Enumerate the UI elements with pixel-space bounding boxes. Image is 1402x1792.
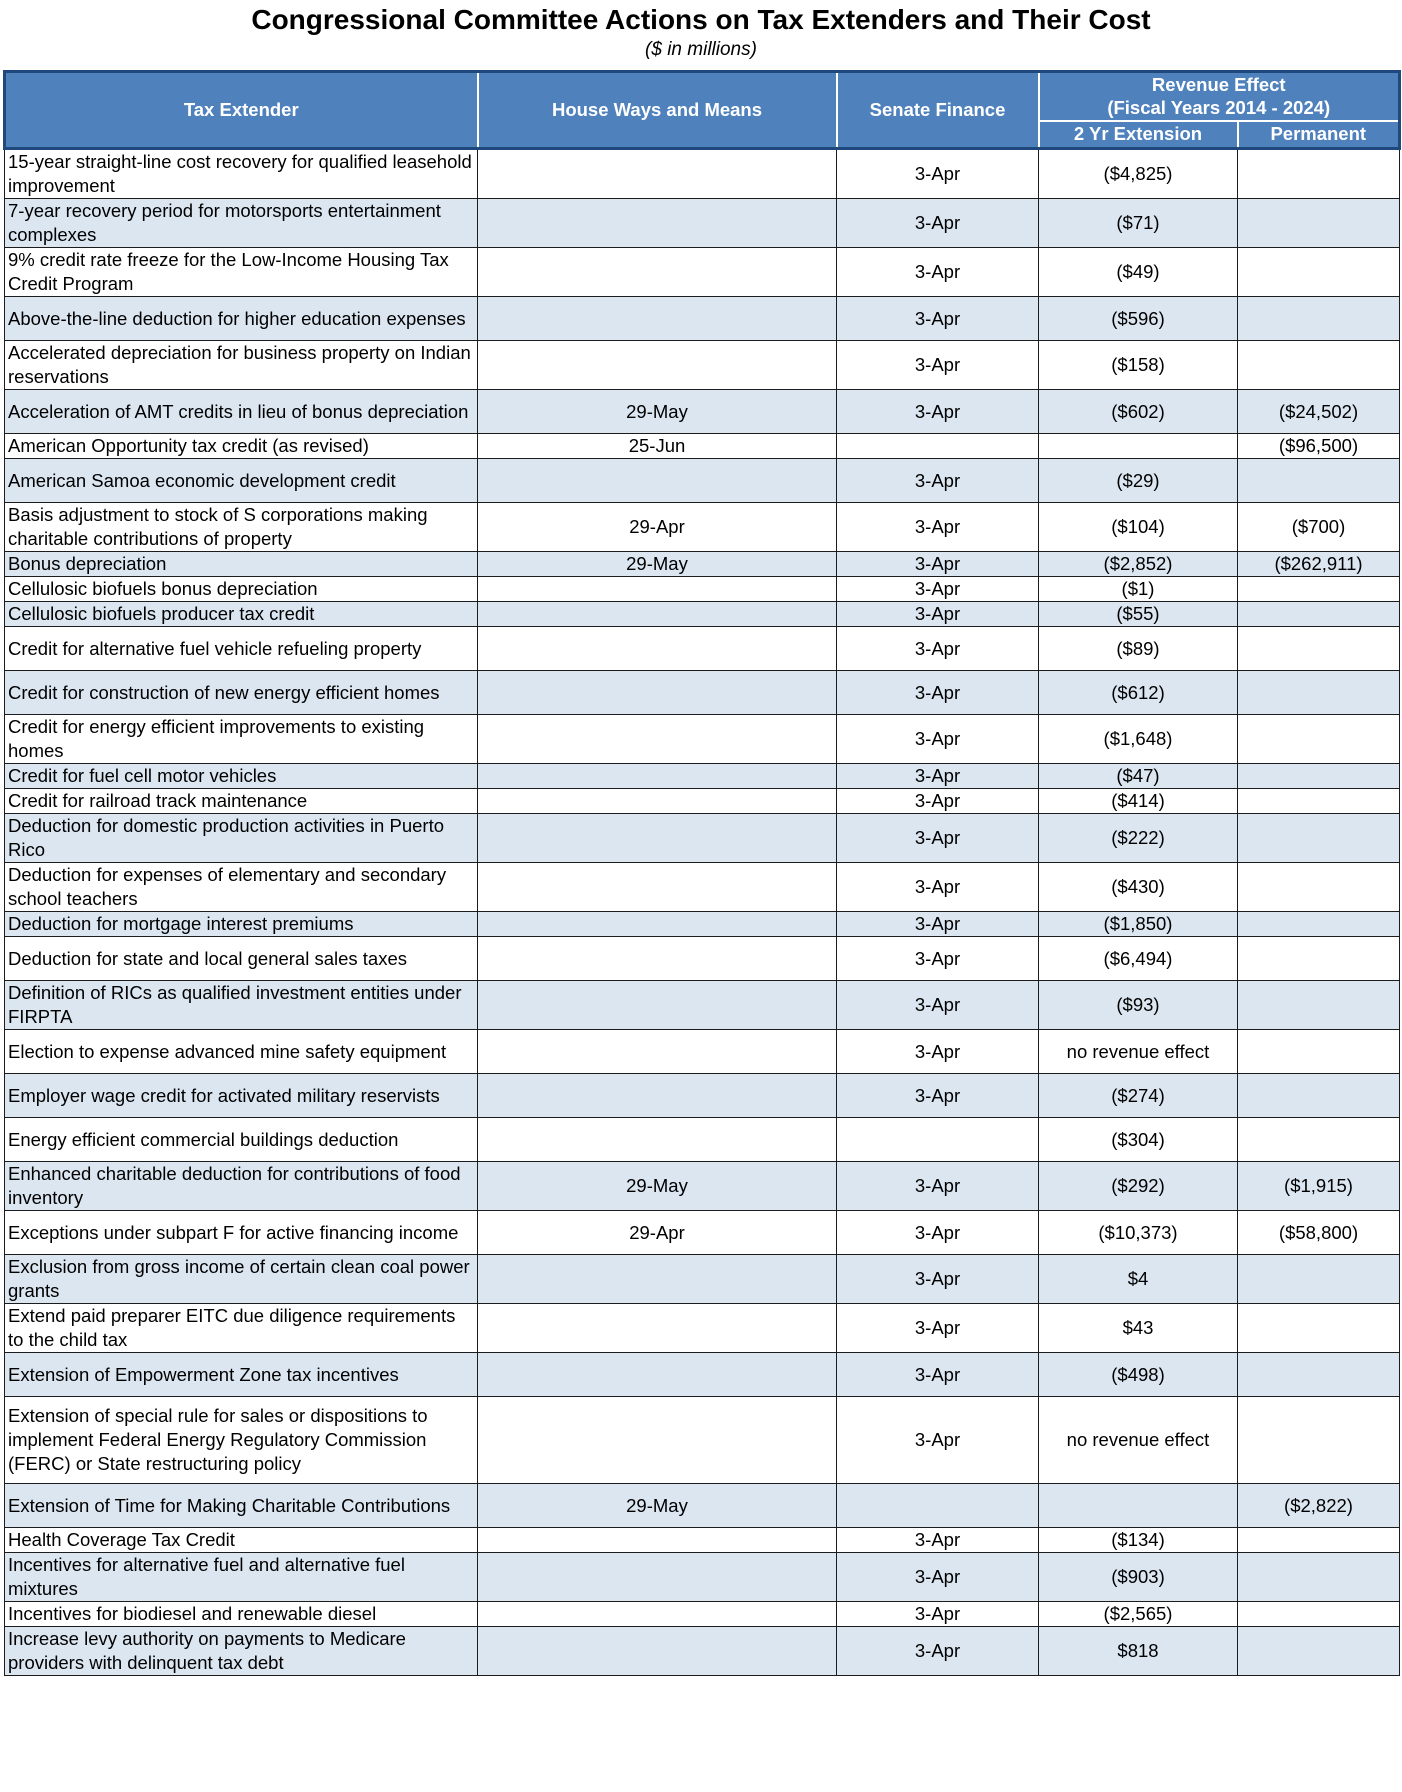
tax-extender-cell: Cellulosic biofuels producer tax credit (5, 602, 478, 627)
senate-action-cell: 3-Apr (837, 552, 1039, 577)
table-row (5, 602, 1400, 627)
tax-extender-cell: Increase levy authority on payments to Medicare providers with delinquent tax debt (5, 1627, 478, 1676)
two-year-extension-cell: ($104) (1039, 503, 1238, 552)
senate-action-cell: 3-Apr (837, 627, 1039, 671)
senate-action-cell: 3-Apr (837, 459, 1039, 503)
table-row (5, 1602, 1400, 1627)
house-action-cell (478, 789, 837, 814)
senate-action-cell: 3-Apr (837, 912, 1039, 937)
tax-extender-cell: American Samoa economic development credit (5, 459, 478, 503)
tax-extender-cell: 7-year recovery period for motorsports entertainment complexes (5, 199, 478, 248)
header-two-year-extension: 2 Yr Extension (1039, 121, 1238, 149)
table-row (5, 1627, 1400, 1676)
two-year-extension-cell: ($498) (1039, 1353, 1238, 1397)
senate-action-cell: 3-Apr (837, 1162, 1039, 1211)
table-row (5, 1304, 1400, 1353)
senate-action-cell: 3-Apr (837, 715, 1039, 764)
permanent-cell (1238, 1627, 1400, 1676)
permanent-cell (1238, 912, 1400, 937)
senate-action-cell: 3-Apr (837, 1304, 1039, 1353)
permanent-cell (1238, 577, 1400, 602)
two-year-extension-cell: ($71) (1039, 199, 1238, 248)
tax-extender-cell: Incentives for biodiesel and renewable diesel (5, 1602, 478, 1627)
permanent-cell (1238, 1255, 1400, 1304)
permanent-cell (1238, 814, 1400, 863)
table-row (5, 1118, 1400, 1162)
tax-extender-cell: Extend paid preparer EITC due diligence requirements to the child tax (5, 1304, 478, 1353)
permanent-cell (1238, 199, 1400, 248)
two-year-extension-cell: ($1) (1039, 577, 1238, 602)
tax-extender-cell: Exceptions under subpart F for active financing income (5, 1211, 478, 1255)
house-action-cell (478, 912, 837, 937)
senate-action-cell: 3-Apr (837, 1553, 1039, 1602)
tax-extender-cell: Acceleration of AMT credits in lieu of bonus depreciation (5, 390, 478, 434)
table-row (5, 503, 1400, 552)
senate-action-cell (837, 434, 1039, 459)
two-year-extension-cell: ($47) (1039, 764, 1238, 789)
senate-action-cell (837, 1484, 1039, 1528)
house-action-cell (478, 715, 837, 764)
two-year-extension-cell: ($134) (1039, 1528, 1238, 1553)
tax-extender-cell: Deduction for state and local general sales taxes (5, 937, 478, 981)
page-subtitle: ($ in millions) (645, 39, 757, 60)
table-body (5, 149, 1400, 1676)
senate-action-cell: 3-Apr (837, 764, 1039, 789)
tax-extender-cell: Credit for fuel cell motor vehicles (5, 764, 478, 789)
tax-extender-cell: Enhanced charitable deduction for contributions of food inventory (5, 1162, 478, 1211)
permanent-cell (1238, 341, 1400, 390)
permanent-cell (1238, 981, 1400, 1030)
senate-action-cell: 3-Apr (837, 297, 1039, 341)
house-action-cell (478, 1255, 837, 1304)
permanent-cell (1238, 1304, 1400, 1353)
permanent-cell (1238, 1397, 1400, 1484)
table-row (5, 149, 1400, 199)
two-year-extension-cell: $818 (1039, 1627, 1238, 1676)
two-year-extension-cell: ($274) (1039, 1074, 1238, 1118)
permanent-cell: ($700) (1238, 503, 1400, 552)
senate-action-cell: 3-Apr (837, 577, 1039, 602)
table-row (5, 627, 1400, 671)
two-year-extension-cell: ($2,852) (1039, 552, 1238, 577)
permanent-cell (1238, 863, 1400, 912)
two-year-extension-cell: ($55) (1039, 602, 1238, 627)
house-action-cell (478, 937, 837, 981)
senate-action-cell: 3-Apr (837, 981, 1039, 1030)
house-action-cell (478, 1528, 837, 1553)
permanent-cell (1238, 764, 1400, 789)
senate-action-cell: 3-Apr (837, 671, 1039, 715)
permanent-cell (1238, 1118, 1400, 1162)
tax-extender-cell: Bonus depreciation (5, 552, 478, 577)
senate-action-cell: 3-Apr (837, 149, 1039, 199)
header-tax-extender: Tax Extender (5, 72, 478, 149)
two-year-extension-cell: ($612) (1039, 671, 1238, 715)
two-year-extension-cell (1039, 434, 1238, 459)
tax-extender-cell: Exclusion from gross income of certain clean coal power grants (5, 1255, 478, 1304)
table-row (5, 1030, 1400, 1074)
house-action-cell (478, 981, 837, 1030)
tax-extender-cell: American Opportunity tax credit (as revised) (5, 434, 478, 459)
table-row (5, 552, 1400, 577)
house-action-cell: 29-Apr (478, 503, 837, 552)
house-action-cell: 29-May (478, 1162, 837, 1211)
house-action-cell (478, 149, 837, 199)
tax-extender-cell: Energy efficient commercial buildings deduction (5, 1118, 478, 1162)
two-year-extension-cell (1039, 1484, 1238, 1528)
permanent-cell (1238, 715, 1400, 764)
header-senate-finance: Senate Finance (837, 72, 1039, 149)
two-year-extension-cell: no revenue effect (1039, 1030, 1238, 1074)
table-row (5, 1397, 1400, 1484)
page-title: Congressional Committee Actions on Tax Extenders and Their Cost (251, 4, 1151, 35)
header-house-ways-and-means: House Ways and Means (478, 72, 837, 149)
tax-extender-cell: Definition of RICs as qualified investment entities under FIRPTA (5, 981, 478, 1030)
tax-extender-cell: Extension of special rule for sales or dispositions to implement Federal Energy Regulatory Commission (FERC) or State restructuring policy (5, 1397, 478, 1484)
permanent-cell (1238, 149, 1400, 199)
table-row (5, 912, 1400, 937)
two-year-extension-cell: no revenue effect (1039, 1397, 1238, 1484)
table-row (5, 937, 1400, 981)
two-year-extension-cell: ($93) (1039, 981, 1238, 1030)
two-year-extension-cell: ($29) (1039, 459, 1238, 503)
house-action-cell: 29-May (478, 1484, 837, 1528)
senate-action-cell: 3-Apr (837, 1255, 1039, 1304)
table-row (5, 459, 1400, 503)
permanent-cell (1238, 1553, 1400, 1602)
permanent-cell: ($24,502) (1238, 390, 1400, 434)
two-year-extension-cell: ($430) (1039, 863, 1238, 912)
two-year-extension-cell: ($304) (1039, 1118, 1238, 1162)
header-revenue-line1: Revenue Effect (1151, 74, 1286, 96)
senate-action-cell: 3-Apr (837, 1030, 1039, 1074)
table-row (5, 715, 1400, 764)
tax-extender-cell: Deduction for expenses of elementary and secondary school teachers (5, 863, 478, 912)
table-row (5, 1255, 1400, 1304)
two-year-extension-cell: ($1,648) (1039, 715, 1238, 764)
house-action-cell (478, 1397, 837, 1484)
tax-extender-cell: Credit for alternative fuel vehicle refueling property (5, 627, 478, 671)
table-row (5, 577, 1400, 602)
tax-extender-cell: Accelerated depreciation for business property on Indian reservations (5, 341, 478, 390)
table-row (5, 1074, 1400, 1118)
permanent-cell (1238, 789, 1400, 814)
house-action-cell (478, 199, 837, 248)
permanent-cell (1238, 1030, 1400, 1074)
tax-extender-cell: Basis adjustment to stock of S corporations making charitable contributions of property (5, 503, 478, 552)
two-year-extension-cell: ($602) (1039, 390, 1238, 434)
house-action-cell (478, 1553, 837, 1602)
house-action-cell: 29-Apr (478, 1211, 837, 1255)
two-year-extension-cell: ($903) (1039, 1553, 1238, 1602)
table-row (5, 789, 1400, 814)
table-row (5, 297, 1400, 341)
tax-extender-cell: Election to expense advanced mine safety equipment (5, 1030, 478, 1074)
senate-action-cell: 3-Apr (837, 390, 1039, 434)
tax-extender-cell: 15-year straight-line cost recovery for qualified leasehold improvement (5, 149, 478, 199)
two-year-extension-cell: ($222) (1039, 814, 1238, 863)
house-action-cell (478, 863, 837, 912)
tax-extender-cell: 9% credit rate freeze for the Low-Income Housing Tax Credit Program (5, 248, 478, 297)
house-action-cell (478, 1304, 837, 1353)
house-action-cell (478, 459, 837, 503)
permanent-cell (1238, 1528, 1400, 1553)
permanent-cell (1238, 602, 1400, 627)
table-row (5, 199, 1400, 248)
header-permanent: Permanent (1238, 121, 1400, 149)
senate-action-cell: 3-Apr (837, 248, 1039, 297)
senate-action-cell: 3-Apr (837, 1627, 1039, 1676)
tax-extender-cell: Extension of Time for Making Charitable Contributions (5, 1484, 478, 1528)
table-row (5, 434, 1400, 459)
house-action-cell (478, 1353, 837, 1397)
tax-extender-cell: Employer wage credit for activated military reservists (5, 1074, 478, 1118)
permanent-cell (1238, 297, 1400, 341)
senate-action-cell: 3-Apr (837, 1397, 1039, 1484)
house-action-cell (478, 297, 837, 341)
senate-action-cell: 3-Apr (837, 1211, 1039, 1255)
table-row (5, 671, 1400, 715)
permanent-cell (1238, 1602, 1400, 1627)
tax-extender-cell: Deduction for domestic production activities in Puerto Rico (5, 814, 478, 863)
house-action-cell (478, 577, 837, 602)
house-action-cell (478, 248, 837, 297)
two-year-extension-cell: $4 (1039, 1255, 1238, 1304)
permanent-cell (1238, 459, 1400, 503)
tax-extender-cell: Credit for construction of new energy efficient homes (5, 671, 478, 715)
table-row (5, 1553, 1400, 1602)
house-action-cell: 25-Jun (478, 434, 837, 459)
two-year-extension-cell: ($4,825) (1039, 149, 1238, 199)
permanent-cell: ($2,822) (1238, 1484, 1400, 1528)
senate-action-cell: 3-Apr (837, 199, 1039, 248)
tax-extender-cell: Above-the-line deduction for higher education expenses (5, 297, 478, 341)
permanent-cell (1238, 1074, 1400, 1118)
table-row (5, 863, 1400, 912)
senate-action-cell (837, 1118, 1039, 1162)
two-year-extension-cell: ($414) (1039, 789, 1238, 814)
two-year-extension-cell: ($89) (1039, 627, 1238, 671)
senate-action-cell: 3-Apr (837, 789, 1039, 814)
house-action-cell (478, 764, 837, 789)
two-year-extension-cell: ($2,565) (1039, 1602, 1238, 1627)
senate-action-cell: 3-Apr (837, 1602, 1039, 1627)
table-row (5, 1353, 1400, 1397)
tax-extender-cell: Extension of Empowerment Zone tax incentives (5, 1353, 478, 1397)
tax-extender-cell: Deduction for mortgage interest premiums (5, 912, 478, 937)
table-row (5, 764, 1400, 789)
tax-extenders-table (3, 70, 1401, 1676)
tax-extender-cell: Credit for railroad track maintenance (5, 789, 478, 814)
house-action-cell: 29-May (478, 552, 837, 577)
two-year-extension-cell: ($1,850) (1039, 912, 1238, 937)
senate-action-cell: 3-Apr (837, 937, 1039, 981)
senate-action-cell: 3-Apr (837, 602, 1039, 627)
permanent-cell (1238, 248, 1400, 297)
table-row (5, 341, 1400, 390)
table-row (5, 1162, 1400, 1211)
table-row (5, 981, 1400, 1030)
house-action-cell (478, 1627, 837, 1676)
house-action-cell (478, 671, 837, 715)
two-year-extension-cell: ($49) (1039, 248, 1238, 297)
table-row (5, 1484, 1400, 1528)
tax-extender-cell: Cellulosic biofuels bonus depreciation (5, 577, 478, 602)
table-row (5, 390, 1400, 434)
tax-extender-cell: Health Coverage Tax Credit (5, 1528, 478, 1553)
house-action-cell (478, 1118, 837, 1162)
senate-action-cell: 3-Apr (837, 1074, 1039, 1118)
table-row (5, 248, 1400, 297)
permanent-cell: ($58,800) (1238, 1211, 1400, 1255)
house-action-cell (478, 602, 837, 627)
senate-action-cell: 3-Apr (837, 341, 1039, 390)
senate-action-cell: 3-Apr (837, 1528, 1039, 1553)
table-row (5, 1528, 1400, 1553)
table-row (5, 814, 1400, 863)
header-revenue-effect (1039, 72, 1400, 121)
senate-action-cell: 3-Apr (837, 863, 1039, 912)
senate-action-cell: 3-Apr (837, 1353, 1039, 1397)
tax-extender-cell: Credit for energy efficient improvements to existing homes (5, 715, 478, 764)
permanent-cell: ($96,500) (1238, 434, 1400, 459)
two-year-extension-cell: ($596) (1039, 297, 1238, 341)
house-action-cell (478, 627, 837, 671)
permanent-cell (1238, 937, 1400, 981)
table-row (5, 1211, 1400, 1255)
two-year-extension-cell: ($292) (1039, 1162, 1238, 1211)
header-revenue-line2: (Fiscal Years 2014 - 2024) (1107, 97, 1331, 119)
two-year-extension-cell: ($10,373) (1039, 1211, 1238, 1255)
two-year-extension-cell: ($158) (1039, 341, 1238, 390)
two-year-extension-cell: ($6,494) (1039, 937, 1238, 981)
permanent-cell (1238, 671, 1400, 715)
house-action-cell (478, 1602, 837, 1627)
permanent-cell (1238, 1353, 1400, 1397)
house-action-cell (478, 814, 837, 863)
tax-extender-cell: Incentives for alternative fuel and alternative fuel mixtures (5, 1553, 478, 1602)
two-year-extension-cell: $43 (1039, 1304, 1238, 1353)
house-action-cell (478, 1074, 837, 1118)
house-action-cell: 29-May (478, 390, 837, 434)
house-action-cell (478, 341, 837, 390)
senate-action-cell: 3-Apr (837, 814, 1039, 863)
permanent-cell (1238, 627, 1400, 671)
permanent-cell: ($1,915) (1238, 1162, 1400, 1211)
permanent-cell: ($262,911) (1238, 552, 1400, 577)
senate-action-cell: 3-Apr (837, 503, 1039, 552)
house-action-cell (478, 1030, 837, 1074)
table-header (5, 72, 1400, 149)
